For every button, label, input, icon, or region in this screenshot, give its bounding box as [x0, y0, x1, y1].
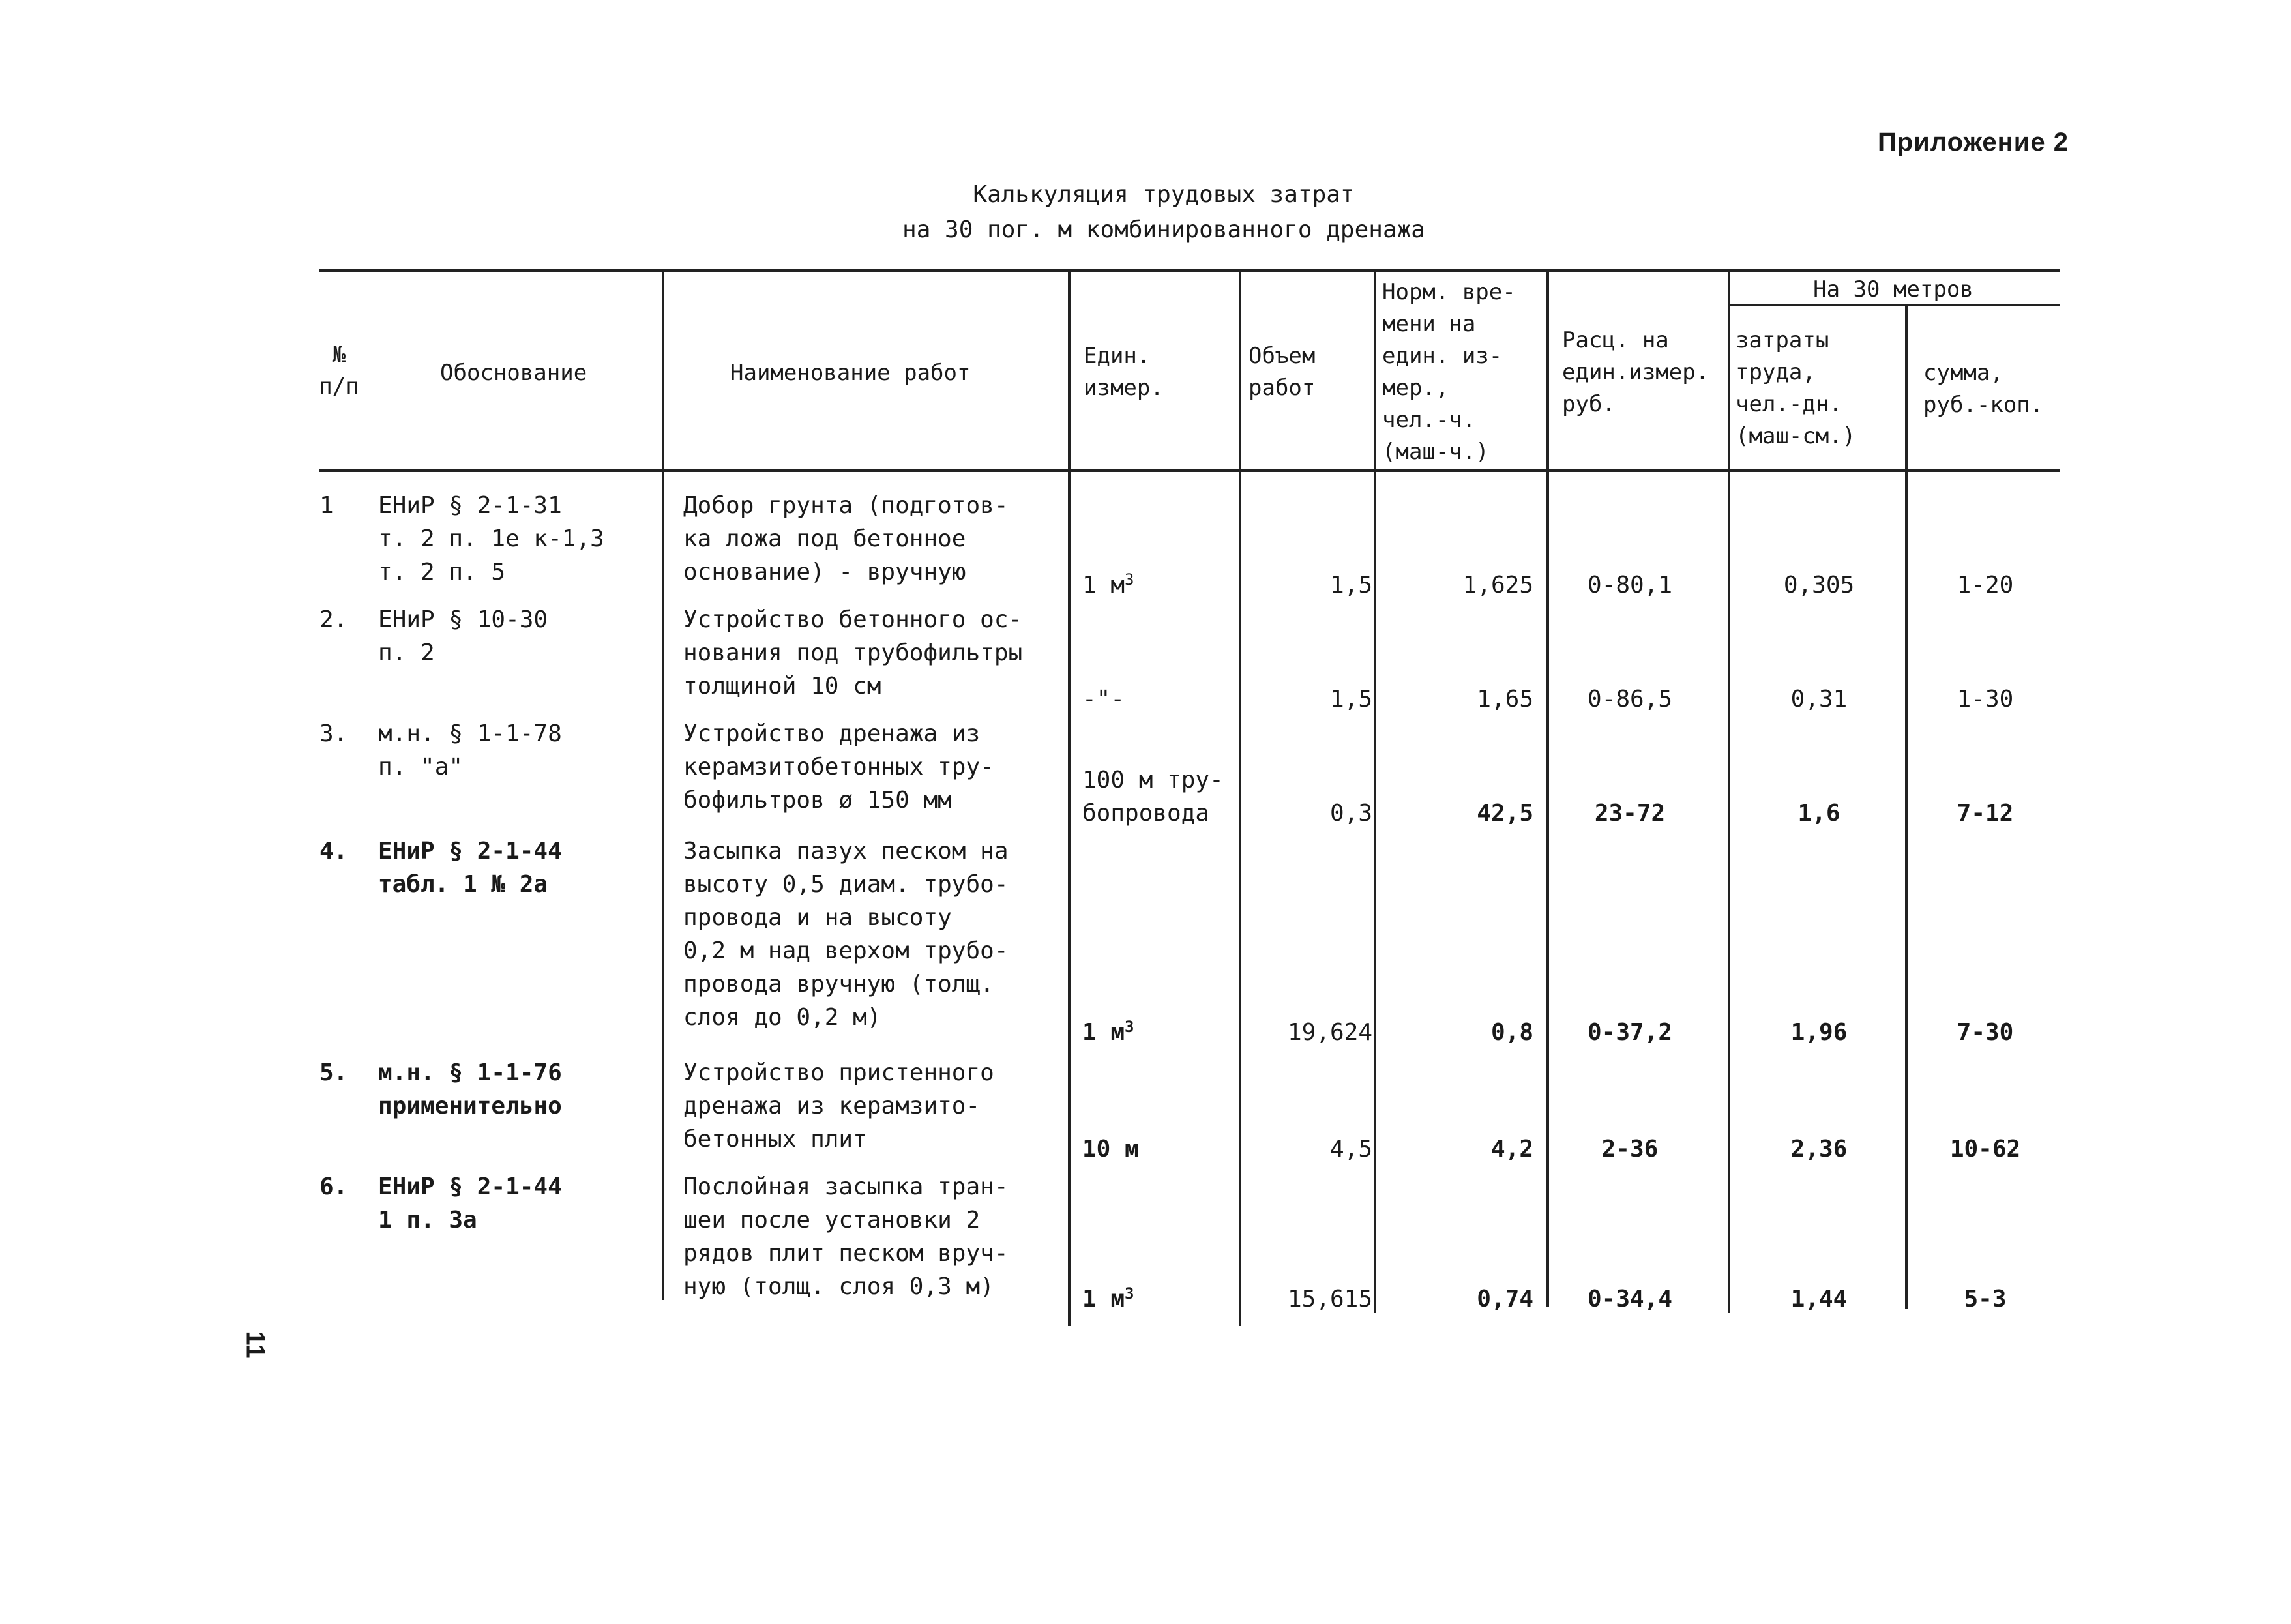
row-volume: 19,624 [1287, 1019, 1372, 1046]
document-title [782, 177, 1545, 248]
row-work-name: Послойная засыпка тран- шеи после установки 2 рядов плит песком вруч- ную (толщ. слоя 0,3 м) [683, 1174, 1009, 1300]
row-unit: 1 $м^3$ [1082, 1018, 1134, 1046]
row-norm-time: 42,5 [1477, 800, 1533, 827]
header-volume: Объем работ [1249, 343, 1316, 401]
header-bottom-rule [319, 469, 2060, 472]
row-sum: 7-12 [1957, 800, 2014, 827]
row-unit: 1 $м^3$ [1082, 1284, 1134, 1312]
row-volume: 1,5 [1329, 686, 1372, 713]
row-sum: 1-30 [1957, 686, 2014, 713]
title-line-1: Калькуляция трудовых затрат [973, 181, 1355, 208]
row-unit: 100 м тру- бопровода [1082, 767, 1224, 827]
header-num: № п/п [319, 342, 359, 400]
row-rate: 0-80,1 [1587, 572, 1673, 598]
row-volume: 0,3 [1329, 800, 1372, 827]
row-basis: ЕНиР § 2-1-31 т. 2 п. 1е к-1,3 т. 2 п. 5 [378, 492, 604, 585]
header-labor: затраты труда, чел.-дн. (маш-см.) [1736, 327, 1856, 449]
unit-exponent: 3 [1125, 1284, 1134, 1303]
row-number: 3. [319, 720, 348, 747]
column-divider-4 [1374, 270, 1376, 1313]
header-group-30m: На 30 метров [1813, 276, 1973, 303]
row-rate: 0-37,2 [1587, 1019, 1673, 1046]
row-norm-time: 0,74 [1477, 1286, 1533, 1312]
header-rate: Расц. на един.измер. руб. [1562, 327, 1709, 417]
row-work-name: Засыпка пазух песком на высоту 0,5 диам. трубо- провода и на высоту 0,2 м над верхом трубо- провода вручную (толщ. слоя до 0,2 м) [683, 838, 1009, 1031]
row-rate: 0-86,5 [1587, 686, 1673, 713]
row-sum: 5-3 [1964, 1286, 2007, 1312]
row-unit: 1 $м^3$ [1082, 570, 1134, 598]
column-divider-7 [1905, 305, 1908, 1309]
row-labor: 0,31 [1790, 686, 1848, 713]
row-rate: 2-36 [1601, 1136, 1659, 1162]
row-work-name: Устройство дренажа из керамзитобетонных тру- бофильтров ø 150 мм [683, 720, 994, 814]
row-number: 2. [319, 606, 348, 633]
row-work-name: Устройство пристенного дренажа из керамзито- бетонных плит [683, 1059, 994, 1153]
title-line-2: на 30 пог. м комбинированного дренажа [902, 216, 1425, 243]
row-labor: 0,305 [1783, 572, 1855, 598]
row-number: 5. [319, 1059, 348, 1086]
row-unit: 10 м [1082, 1136, 1139, 1162]
row-basis: ЕНиР § 2-1-44 табл. 1 № 2а [378, 838, 562, 898]
row-norm-time: 0,8 [1490, 1019, 1533, 1046]
row-volume: 4,5 [1329, 1136, 1372, 1162]
row-work-name: Устройство бетонного ос- нования под трубофильтры толщиной 10 см [683, 606, 1023, 700]
header-unit: Един. измер. [1084, 343, 1164, 401]
row-volume: 15,615 [1287, 1286, 1372, 1312]
row-basis: м.н. § 1-1-78 п. "а" [378, 720, 562, 780]
row-number: 4. [319, 838, 348, 864]
row-norm-time: 4,2 [1490, 1136, 1533, 1162]
row-basis: ЕНиР § 10-30 п. 2 [378, 606, 548, 666]
row-unit: -"- [1082, 686, 1125, 713]
row-rate: 0-34,4 [1587, 1286, 1673, 1312]
row-sum: 10-62 [1949, 1136, 2021, 1162]
column-divider-6 [1728, 270, 1730, 1313]
header-work-name: Наименование работ [730, 360, 971, 386]
row-labor: 1,6 [1797, 800, 1840, 827]
appendix-label: Приложение 2 [1878, 128, 2069, 156]
unit-exponent: 3 [1125, 570, 1134, 589]
row-labor: 2,36 [1790, 1136, 1848, 1162]
row-labor: 1,44 [1790, 1286, 1848, 1312]
unit-exponent: 3 [1125, 1018, 1134, 1036]
row-volume: 1,5 [1329, 572, 1372, 598]
column-divider-2 [1068, 270, 1071, 1326]
header-sum: сумма, руб.-коп. [1923, 360, 2044, 418]
header-norm-time: Норм. вре- мени на един. из- мер., чел.-ч. (маш-ч.) [1382, 279, 1516, 465]
page-number: 11 [241, 1331, 270, 1359]
row-sum: 1-20 [1957, 572, 2014, 598]
row-rate: 23-72 [1594, 800, 1666, 827]
row-number: 6. [319, 1174, 348, 1200]
row-labor: 1,96 [1790, 1019, 1848, 1046]
row-norm-time: 1,65 [1477, 686, 1533, 713]
header-basis: Обоснование [440, 360, 587, 386]
row-norm-time: 1,625 [1462, 572, 1533, 598]
row-basis: ЕНиР § 2-1-44 1 п. 3а [378, 1174, 562, 1233]
row-number: 1 [319, 492, 334, 519]
row-sum: 7-30 [1957, 1019, 2014, 1046]
row-work-name: Добор грунта (подготов- ка ложа под бетонное основание) - вручную [683, 492, 1009, 585]
table-top-rule [319, 269, 2060, 272]
row-basis: м.н. § 1-1-76 применительно [378, 1059, 562, 1119]
column-divider-1 [662, 270, 664, 1300]
